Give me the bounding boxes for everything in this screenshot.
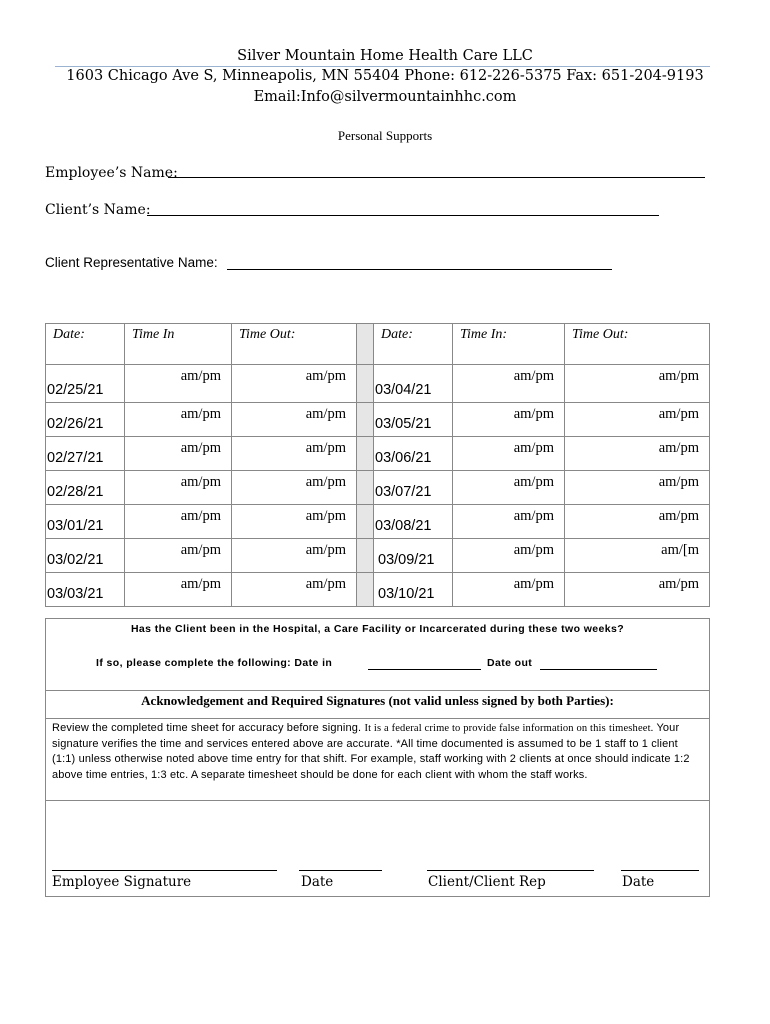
- review-text: Review the completed time sheet for accuracy before signing.: [52, 722, 362, 734]
- table-row: [46, 471, 710, 505]
- date-in-label: If so, please complete the following: Date in: [96, 657, 333, 669]
- date-left: 02/26/21: [47, 416, 104, 432]
- am-pm-label: am/pm: [513, 508, 554, 524]
- client-date-field[interactable]: [621, 870, 699, 871]
- date-right: 03/05/21: [375, 416, 432, 432]
- company-address: 1603 Chicago Ave S, Minneapolis, MN 55404 Phone: 612-226-5375 Fax: 651-204-9193: [66, 68, 704, 84]
- header-date-left: Date:: [46, 324, 125, 365]
- company-name: Silver Mountain Home Health Care LLC: [237, 48, 533, 64]
- employee-signature-field[interactable]: [52, 870, 277, 871]
- company-email: Email:Info@silvermountainhhc.com: [253, 89, 517, 105]
- signature-section: [45, 800, 710, 897]
- client-signature-field[interactable]: [427, 870, 594, 871]
- column-separator: [357, 505, 374, 539]
- date-cell-left[interactable]: [46, 471, 125, 505]
- am-pm-label: am/pm: [180, 406, 221, 422]
- am-pm-label: am/pm: [513, 542, 554, 558]
- employee-date-field[interactable]: [299, 870, 382, 871]
- date-right: 03/08/21: [375, 518, 432, 534]
- table-row: [46, 505, 710, 539]
- employee-name-label: Employee’s Name:: [45, 165, 178, 181]
- date-right: 03/07/21: [375, 484, 432, 500]
- time-in-cell-left[interactable]: [125, 365, 232, 403]
- am-pm-label: am/pm: [180, 368, 221, 384]
- time-out-cell-left[interactable]: [232, 505, 357, 539]
- time-out-cell-left[interactable]: [232, 471, 357, 505]
- am-pm-label: am/pm: [658, 474, 699, 490]
- am-pm-label: am/pm: [658, 576, 699, 592]
- acknowledgement-title: Acknowledgement and Required Signatures (not valid unless signed by both Parties):: [141, 693, 614, 708]
- time-out-cell-right[interactable]: [565, 437, 710, 471]
- time-in-cell-right[interactable]: [453, 365, 565, 403]
- am-pm-label: am/pm: [180, 542, 221, 558]
- time-out-cell-left[interactable]: [232, 437, 357, 471]
- acknowledgement-text: [52, 721, 698, 783]
- date-left: 03/01/21: [47, 518, 104, 534]
- client-name-field[interactable]: [147, 215, 659, 216]
- time-in-cell-right[interactable]: [453, 505, 565, 539]
- date-cell-left[interactable]: [46, 403, 125, 437]
- header-time-out-right: Time Out:: [565, 324, 710, 365]
- time-in-cell-left[interactable]: [125, 437, 232, 471]
- client-signature-label: Client/Client Rep: [428, 874, 546, 890]
- column-separator: [357, 437, 374, 471]
- date-out-label: Date out: [487, 657, 533, 669]
- header-divider: [55, 66, 710, 67]
- am-pm-label: am/pm: [305, 440, 346, 456]
- date-in-field[interactable]: [368, 669, 481, 670]
- time-in-cell-left[interactable]: [125, 505, 232, 539]
- am-pm-label: am/pm: [513, 474, 554, 490]
- date-cell-right[interactable]: [374, 403, 453, 437]
- hospital-section: [45, 618, 710, 691]
- column-separator: [357, 539, 374, 573]
- header-date-right: Date:: [374, 324, 453, 365]
- time-in-cell-right[interactable]: [453, 437, 565, 471]
- date-cell-left[interactable]: [46, 437, 125, 471]
- time-in-cell-right[interactable]: [453, 403, 565, 437]
- am-pm-label: am/pm: [305, 406, 346, 422]
- time-out-cell-left[interactable]: [232, 365, 357, 403]
- time-in-cell-left[interactable]: [125, 573, 232, 607]
- date-left: 02/25/21: [47, 382, 104, 398]
- table-row: [46, 539, 710, 573]
- am-pm-label: am/pm: [658, 406, 699, 422]
- date-cell-right[interactable]: [374, 365, 453, 403]
- time-out-cell-right[interactable]: [565, 403, 710, 437]
- table-row: [46, 573, 710, 607]
- am-pm-label: am/pm: [305, 368, 346, 384]
- time-out-cell-right[interactable]: [565, 365, 710, 403]
- header-time-in-left: Time In: [125, 324, 232, 365]
- date-cell-left[interactable]: [46, 505, 125, 539]
- time-out-cell-right[interactable]: [565, 505, 710, 539]
- header-time-out-left: Time Out:: [232, 324, 357, 365]
- time-out-cell-right[interactable]: [565, 471, 710, 505]
- employee-name-field[interactable]: [168, 177, 705, 178]
- column-separator: [357, 403, 374, 437]
- time-in-cell-left[interactable]: [125, 403, 232, 437]
- table-header-row: [46, 324, 710, 365]
- form-title: Personal Supports: [337, 128, 433, 143]
- time-in-cell-right[interactable]: [453, 539, 565, 573]
- am-pm-label: am/pm: [513, 406, 554, 422]
- time-out-cell-left[interactable]: [232, 573, 357, 607]
- date-cell-right[interactable]: [374, 471, 453, 505]
- am-pm-label: am/pm: [305, 576, 346, 592]
- am-pm-label: am/pm: [658, 508, 699, 524]
- verification-text: Your signature verifies the time and services entered above are accurate. *All time documented is assumed to be 1 staff to 1 client (1:1) unless otherwise noted above time entry for that shift. For example, staff working with 2 clients at once should indicate 1:2 above time entries, 1:3 etc. A separate timesheet should be done for each client with whom the staff works.: [52, 722, 690, 781]
- time-in-cell-right[interactable]: [453, 573, 565, 607]
- date-cell-right[interactable]: [374, 505, 453, 539]
- date-cell-right[interactable]: [374, 539, 453, 573]
- date-right: 03/09/21: [378, 552, 435, 568]
- column-separator: [357, 471, 374, 505]
- time-in-cell-left[interactable]: [125, 471, 232, 505]
- date-cell-right[interactable]: [374, 573, 453, 607]
- time-out-cell-left[interactable]: [232, 403, 357, 437]
- column-separator: [357, 324, 374, 365]
- date-right: 03/10/21: [378, 586, 435, 602]
- date-left: 03/03/21: [47, 586, 104, 602]
- employee-signature-label: Employee Signature: [52, 874, 192, 890]
- time-out-cell-left[interactable]: [232, 539, 357, 573]
- am-pm-label: am/pm: [658, 440, 699, 456]
- am-pm-label: am/pm: [305, 474, 346, 490]
- acknowledgement-text-box: [45, 718, 710, 801]
- hospital-question: Has the Client been in the Hospital, a Care Facility or Incarcerated during these two weeks?: [130, 623, 625, 635]
- timesheet-table: [45, 323, 710, 607]
- client-rep-field[interactable]: [227, 269, 612, 270]
- time-out-cell-right[interactable]: [565, 539, 710, 573]
- client-name-label: Client’s Name:: [45, 202, 151, 218]
- am-pm-label: am/pm: [305, 508, 346, 524]
- date-left: 03/02/21: [47, 552, 104, 568]
- client-date-label: Date: [622, 874, 655, 890]
- client-rep-label: Client Representative Name:: [45, 255, 218, 270]
- date-right: 03/06/21: [375, 450, 432, 466]
- header-time-in-right: Time In:: [453, 324, 565, 365]
- date-cell-left[interactable]: [46, 573, 125, 607]
- time-in-cell-right[interactable]: [453, 471, 565, 505]
- employee-date-label: Date: [301, 874, 334, 890]
- am-pm-label: am/pm: [513, 440, 554, 456]
- am-pm-label: am/pm: [513, 368, 554, 384]
- date-cell-right[interactable]: [374, 437, 453, 471]
- date-right: 03/04/21: [375, 382, 432, 398]
- date-out-field[interactable]: [540, 669, 657, 670]
- am-pm-label: am/pm: [305, 542, 346, 558]
- am-pm-label: am/pm: [180, 440, 221, 456]
- date-left: 02/28/21: [47, 484, 104, 500]
- date-cell-left[interactable]: [46, 365, 125, 403]
- column-separator: [357, 365, 374, 403]
- date-left: 02/27/21: [47, 450, 104, 466]
- column-separator: [357, 573, 374, 607]
- am-pm-label: am/pm: [180, 474, 221, 490]
- time-out-cell-right[interactable]: [565, 573, 710, 607]
- am-pm-label: am/pm: [180, 576, 221, 592]
- date-cell-left[interactable]: [46, 539, 125, 573]
- timesheet-word: timesheet.: [609, 723, 654, 734]
- table-row: [46, 403, 710, 437]
- table-row: [46, 437, 710, 471]
- time-in-cell-left[interactable]: [125, 539, 232, 573]
- am-pm-label: am/pm: [658, 368, 699, 384]
- acknowledgement-title-box: [45, 689, 710, 719]
- am-pm-label: am/[m: [661, 542, 699, 558]
- am-pm-label: am/pm: [513, 576, 554, 592]
- table-row: [46, 365, 710, 403]
- am-pm-label: am/pm: [180, 508, 221, 524]
- federal-crime-text: It is a federal crime to provide false information on this: [364, 723, 606, 734]
